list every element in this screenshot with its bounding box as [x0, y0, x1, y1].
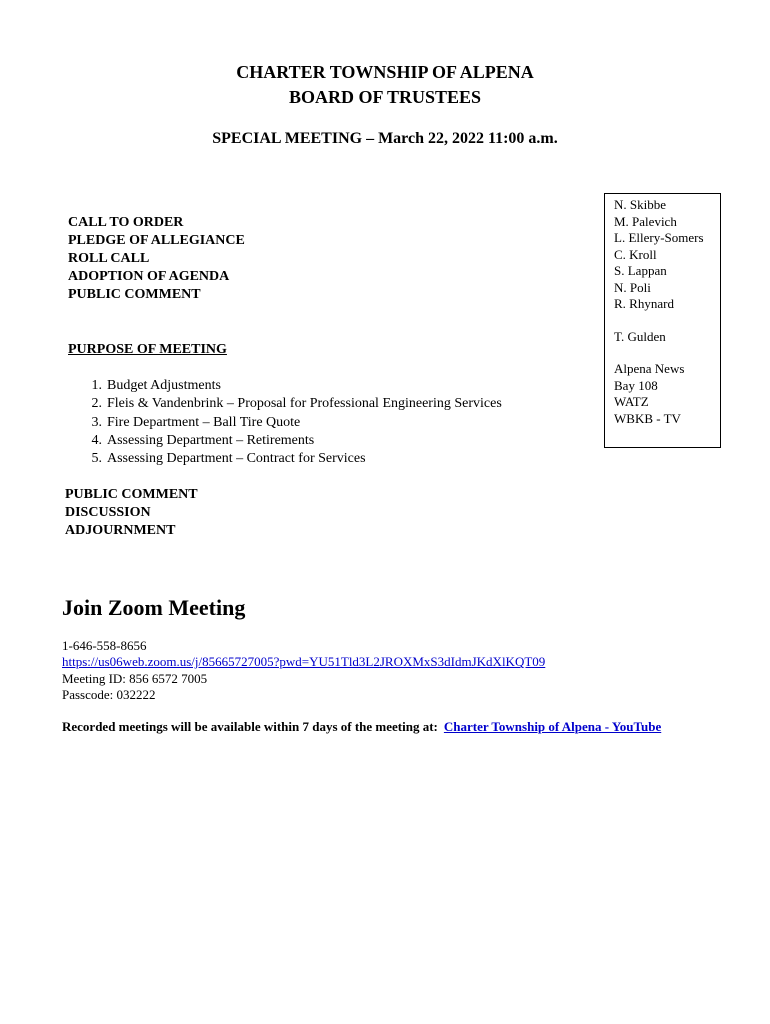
staff-list — [614, 329, 720, 346]
list-item-number: 1. — [91, 378, 102, 393]
distribution-box — [604, 193, 721, 448]
meeting-title: SPECIAL MEETING – March 22, 2022 11:00 a.m. — [212, 130, 558, 147]
list-item-number: 5. — [91, 451, 102, 467]
list-item — [84, 450, 502, 468]
zoom-passcode: Passcode: 032222 — [62, 686, 156, 702]
opening-agenda — [68, 214, 245, 304]
board-member: R. Rhynard — [614, 296, 674, 311]
agenda-item-public-comment-closing: PUBLIC COMMENT — [65, 487, 198, 502]
youtube-channel-link[interactable]: Charter Township of Alpena - YouTube — [443, 719, 662, 734]
agenda-item-public-comment: PUBLIC COMMENT — [68, 287, 201, 302]
zoom-details — [62, 638, 545, 703]
media-list — [614, 361, 720, 427]
media-outlet: WBKB - TV — [614, 410, 681, 426]
agenda-item-call-to-order: CALL TO ORDER — [68, 215, 184, 230]
zoom-meeting-id: Meeting ID: 856 6572 7005 — [62, 670, 208, 686]
list-item — [84, 414, 502, 432]
zoom-meeting-link[interactable]: https://us06web.zoom.us/j/85665727005?pwd=YU51Tld3L2JROXMxS3dIdmJKdXlKQT09 — [62, 654, 546, 670]
board-member: S. Lappan — [614, 263, 667, 278]
agenda-item-adjournment: ADJOURNMENT — [65, 523, 176, 538]
list-item-text: Assessing Department – Retirements — [107, 432, 315, 448]
board-member: C. Kroll — [614, 246, 657, 262]
list-item-number: 4. — [91, 432, 102, 448]
list-item-number: 3. — [91, 414, 102, 430]
list-item-text: Fire Department – Ball Tire Quote — [107, 414, 301, 430]
list-item-text: Fleis & Vandenbrink – Proposal for Professional Engineering Services — [107, 396, 502, 412]
recorded-notice-text: Recorded meetings will be available within 7 days of the meeting at: — [62, 719, 438, 734]
agenda-item-roll-call: ROLL CALL — [68, 251, 150, 266]
board-member: M. Palevich — [614, 213, 677, 229]
board-member: N. Poli — [614, 279, 651, 295]
purpose-heading: PURPOSE OF MEETING — [68, 342, 227, 357]
list-item — [84, 395, 502, 413]
list-item — [84, 377, 502, 395]
board-member: N. Skibbe — [614, 197, 666, 212]
township-title: CHARTER TOWNSHIP OF ALPENA — [236, 62, 534, 82]
closing-agenda — [65, 486, 198, 540]
agenda-item-adoption: ADOPTION OF AGENDA — [68, 269, 230, 284]
purpose-list — [84, 377, 502, 468]
list-item-number: 2. — [91, 396, 102, 412]
list-item — [84, 432, 502, 450]
board-title: BOARD OF TRUSTEES — [288, 87, 482, 107]
agenda-item-pledge: PLEDGE OF ALLEGIANCE — [68, 233, 245, 248]
media-outlet: Bay 108 — [614, 377, 658, 393]
recorded-notice — [62, 718, 661, 736]
board-members-list — [614, 197, 720, 313]
zoom-phone: 1-646-558-8656 — [62, 638, 147, 653]
list-item-text: Assessing Department – Contract for Services — [107, 451, 366, 467]
media-outlet: Alpena News — [614, 361, 685, 376]
media-outlet: WATZ — [614, 394, 649, 409]
staff-member: T. Gulden — [614, 328, 666, 344]
board-member: L. Ellery-Somers — [614, 230, 704, 245]
list-item-text: Budget Adjustments — [107, 378, 221, 393]
zoom-heading: Join Zoom Meeting — [62, 595, 246, 620]
agenda-item-discussion: DISCUSSION — [65, 505, 151, 520]
